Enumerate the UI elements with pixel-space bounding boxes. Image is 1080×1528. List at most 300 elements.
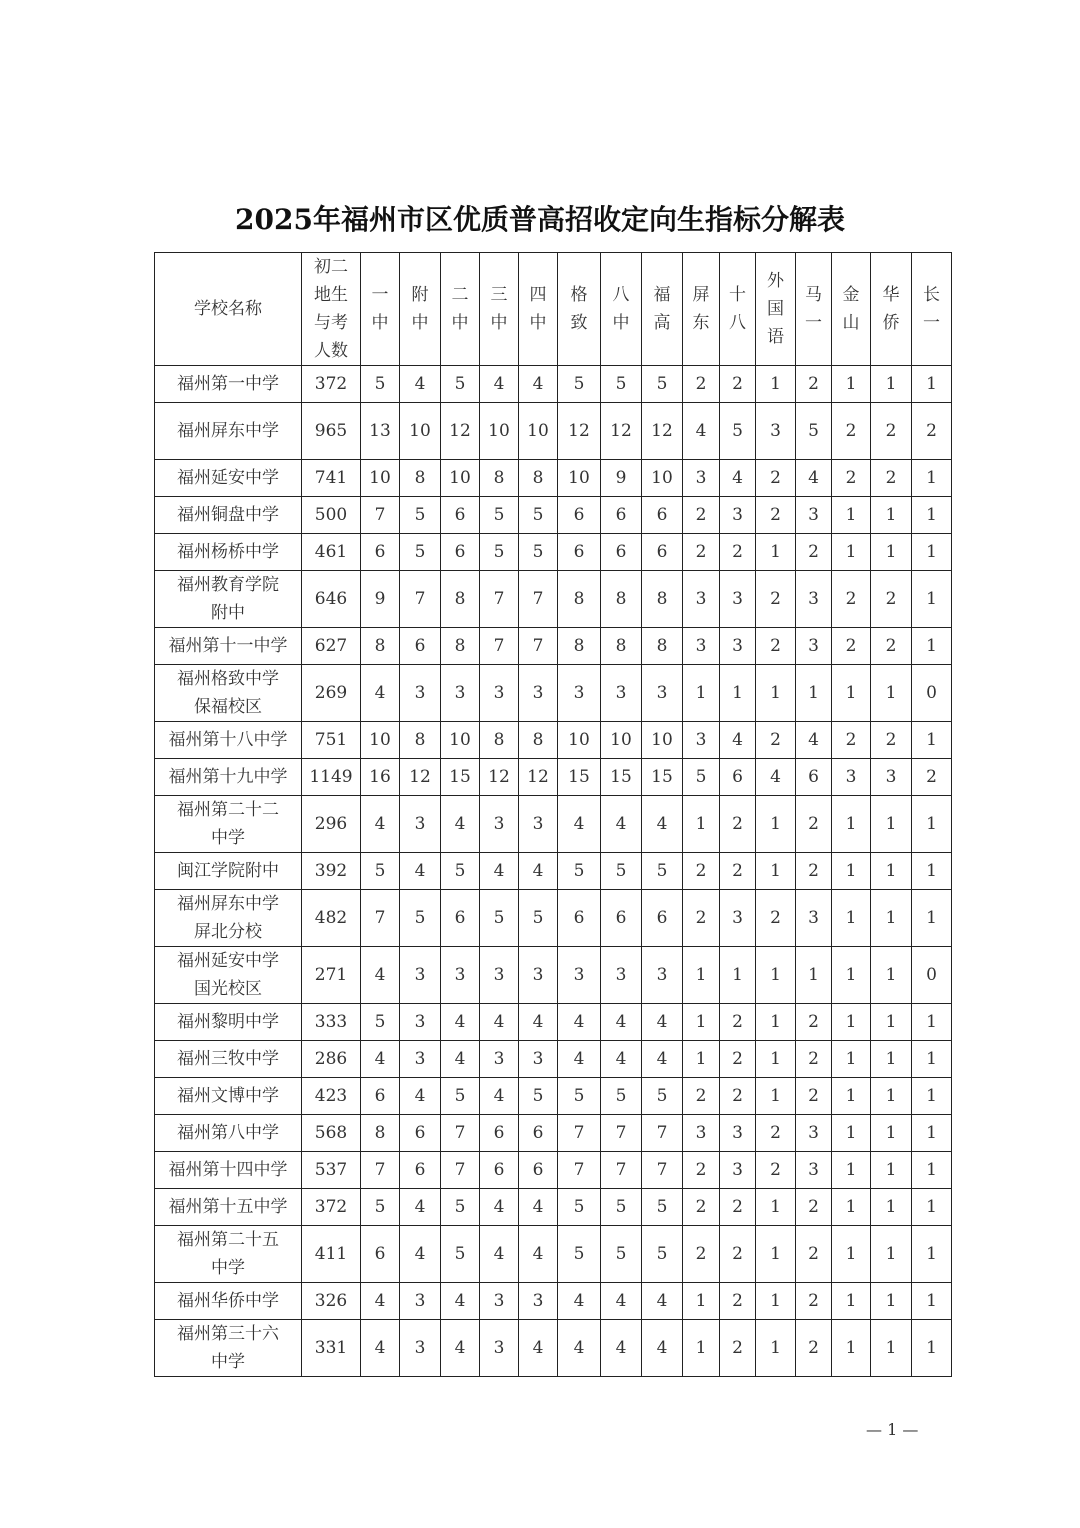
quota-cell: 1 [756, 1004, 796, 1041]
quota-cell: 3 [720, 1115, 756, 1152]
quota-cell: 7 [400, 571, 441, 628]
quota-cell: 7 [558, 1152, 601, 1189]
school-name-cell: 福州教育学院 附中 [155, 571, 302, 628]
quota-cell: 7 [519, 571, 558, 628]
quota-cell: 3 [720, 890, 756, 947]
quota-cell: 3 [796, 497, 832, 534]
quota-cell: 5 [558, 1226, 601, 1283]
quota-cell: 7 [558, 1115, 601, 1152]
student-count-cell: 461 [302, 534, 361, 571]
quota-cell: 0 [912, 947, 952, 1004]
quota-cell: 6 [601, 497, 642, 534]
quota-cell: 10 [519, 403, 558, 460]
quota-cell: 5 [441, 1078, 480, 1115]
quota-cell: 4 [361, 947, 400, 1004]
quota-cell: 5 [400, 890, 441, 947]
quota-cell: 1 [912, 1283, 952, 1320]
school-name-cell: 福州第二十二 中学 [155, 796, 302, 853]
student-count-cell: 741 [302, 460, 361, 497]
quota-cell: 10 [480, 403, 519, 460]
quota-cell: 4 [361, 1041, 400, 1078]
quota-cell: 2 [756, 460, 796, 497]
quota-cell: 1 [871, 497, 912, 534]
school-name-cell: 福州三牧中学 [155, 1041, 302, 1078]
quota-cell: 7 [642, 1152, 683, 1189]
quota-cell: 3 [796, 628, 832, 665]
quota-cell: 2 [683, 497, 720, 534]
student-count-cell: 1149 [302, 759, 361, 796]
quota-cell: 5 [642, 853, 683, 890]
quota-cell: 2 [832, 628, 871, 665]
column-header: 初二 地生 与考 人数 [302, 253, 361, 366]
quota-cell: 5 [558, 853, 601, 890]
school-name-cell: 福州杨桥中学 [155, 534, 302, 571]
quota-cell: 8 [519, 460, 558, 497]
quota-cell: 2 [912, 403, 952, 460]
table-header-row [155, 253, 952, 366]
quota-cell: 3 [519, 1041, 558, 1078]
table-row [155, 759, 952, 796]
school-name-cell: 福州华侨中学 [155, 1283, 302, 1320]
quota-cell: 5 [400, 497, 441, 534]
quota-cell: 1 [912, 1041, 952, 1078]
quota-cell: 2 [796, 1283, 832, 1320]
quota-cell: 1 [756, 1283, 796, 1320]
table-row [155, 628, 952, 665]
quota-cell: 8 [558, 571, 601, 628]
table-row [155, 1115, 952, 1152]
quota-cell: 4 [558, 1041, 601, 1078]
table-row [155, 460, 952, 497]
table-row [155, 1320, 952, 1377]
column-header: 屏 东 [683, 253, 720, 366]
quota-cell: 2 [832, 571, 871, 628]
quota-cell: 3 [400, 1283, 441, 1320]
quota-cell: 3 [441, 665, 480, 722]
quota-cell: 2 [756, 890, 796, 947]
quota-cell: 4 [519, 366, 558, 403]
quota-cell: 7 [519, 628, 558, 665]
quota-cell: 2 [720, 1078, 756, 1115]
quota-cell: 2 [796, 1078, 832, 1115]
quota-cell: 10 [361, 460, 400, 497]
student-count-cell: 333 [302, 1004, 361, 1041]
quota-cell: 1 [832, 1004, 871, 1041]
quota-cell: 1 [832, 947, 871, 1004]
table-row [155, 665, 952, 722]
quota-cell: 1 [683, 796, 720, 853]
quota-cell: 4 [519, 1004, 558, 1041]
quota-cell: 5 [361, 1004, 400, 1041]
table-row [155, 722, 952, 759]
quota-cell: 1 [832, 1189, 871, 1226]
quota-cell: 1 [912, 571, 952, 628]
quota-cell: 7 [361, 890, 400, 947]
quota-cell: 1 [683, 1320, 720, 1377]
quota-cell: 1 [871, 665, 912, 722]
quota-cell: 10 [441, 460, 480, 497]
quota-cell: 2 [720, 1189, 756, 1226]
quota-cell: 6 [601, 534, 642, 571]
quota-cell: 1 [912, 366, 952, 403]
quota-cell: 4 [480, 366, 519, 403]
quota-cell: 5 [601, 1226, 642, 1283]
quota-cell: 5 [441, 1226, 480, 1283]
quota-cell: 3 [796, 890, 832, 947]
quota-cell: 2 [796, 1041, 832, 1078]
quota-cell: 1 [832, 1115, 871, 1152]
school-name-cell: 福州第二十五 中学 [155, 1226, 302, 1283]
quota-cell: 15 [441, 759, 480, 796]
table-row [155, 1283, 952, 1320]
student-count-cell: 411 [302, 1226, 361, 1283]
table-row [155, 890, 952, 947]
quota-cell: 5 [361, 366, 400, 403]
quota-table [154, 252, 952, 1377]
quota-cell: 1 [871, 1041, 912, 1078]
quota-cell: 4 [400, 853, 441, 890]
quota-cell: 1 [756, 534, 796, 571]
quota-cell: 3 [519, 947, 558, 1004]
quota-cell: 3 [832, 759, 871, 796]
quota-cell: 5 [796, 403, 832, 460]
quota-cell: 1 [756, 1078, 796, 1115]
quota-cell: 1 [912, 1189, 952, 1226]
table-row [155, 1189, 952, 1226]
school-name-cell: 福州屏东中学 屏北分校 [155, 890, 302, 947]
quota-cell: 1 [756, 1189, 796, 1226]
quota-cell: 5 [601, 853, 642, 890]
quota-cell: 3 [720, 497, 756, 534]
quota-cell: 3 [480, 947, 519, 1004]
quota-cell: 2 [720, 366, 756, 403]
quota-cell: 7 [441, 1115, 480, 1152]
quota-cell: 7 [441, 1152, 480, 1189]
quota-cell: 6 [441, 497, 480, 534]
quota-cell: 10 [642, 460, 683, 497]
quota-cell: 1 [871, 796, 912, 853]
quota-cell: 6 [480, 1152, 519, 1189]
quota-cell: 2 [796, 853, 832, 890]
student-count-cell: 331 [302, 1320, 361, 1377]
quota-cell: 5 [601, 366, 642, 403]
quota-cell: 1 [683, 1283, 720, 1320]
quota-cell: 4 [519, 853, 558, 890]
quota-cell: 4 [480, 1189, 519, 1226]
quota-cell: 7 [601, 1152, 642, 1189]
quota-cell: 8 [361, 628, 400, 665]
quota-cell: 1 [720, 947, 756, 1004]
quota-cell: 2 [756, 628, 796, 665]
quota-cell: 1 [832, 1226, 871, 1283]
quota-cell: 1 [832, 853, 871, 890]
quota-cell: 1 [756, 853, 796, 890]
quota-cell: 3 [519, 665, 558, 722]
quota-cell: 1 [871, 1115, 912, 1152]
quota-cell: 4 [480, 1004, 519, 1041]
quota-cell: 3 [400, 1041, 441, 1078]
quota-cell: 1 [871, 1189, 912, 1226]
quota-cell: 4 [683, 403, 720, 460]
quota-cell: 5 [642, 1189, 683, 1226]
student-count-cell: 286 [302, 1041, 361, 1078]
quota-cell: 4 [796, 460, 832, 497]
school-name-cell: 福州文博中学 [155, 1078, 302, 1115]
quota-cell: 6 [400, 1152, 441, 1189]
quota-cell: 5 [720, 403, 756, 460]
table-row [155, 853, 952, 890]
quota-cell: 1 [832, 1283, 871, 1320]
quota-cell: 8 [441, 628, 480, 665]
quota-cell: 2 [912, 759, 952, 796]
quota-cell: 4 [400, 1226, 441, 1283]
school-name-cell: 闽江学院附中 [155, 853, 302, 890]
student-count-cell: 751 [302, 722, 361, 759]
quota-cell: 4 [441, 1320, 480, 1377]
quota-cell: 2 [832, 722, 871, 759]
school-name-cell: 福州第十四中学 [155, 1152, 302, 1189]
quota-cell: 10 [361, 722, 400, 759]
column-header: 格 致 [558, 253, 601, 366]
quota-cell: 6 [558, 534, 601, 571]
column-header: 八 中 [601, 253, 642, 366]
quota-cell: 1 [832, 890, 871, 947]
quota-cell: 4 [480, 853, 519, 890]
quota-cell: 4 [642, 1283, 683, 1320]
quota-cell: 3 [683, 722, 720, 759]
quota-cell: 5 [642, 366, 683, 403]
column-header: 四 中 [519, 253, 558, 366]
quota-cell: 4 [441, 1041, 480, 1078]
quota-cell: 3 [642, 947, 683, 1004]
table-row [155, 796, 952, 853]
quota-cell: 6 [519, 1152, 558, 1189]
quota-cell: 7 [361, 497, 400, 534]
quota-cell: 7 [642, 1115, 683, 1152]
quota-cell: 4 [519, 1189, 558, 1226]
student-count-cell: 271 [302, 947, 361, 1004]
student-count-cell: 423 [302, 1078, 361, 1115]
quota-cell: 0 [912, 665, 952, 722]
quota-cell: 2 [756, 571, 796, 628]
quota-cell: 4 [480, 1226, 519, 1283]
school-name-cell: 福州延安中学 国光校区 [155, 947, 302, 1004]
table-row [155, 571, 952, 628]
quota-cell: 4 [361, 796, 400, 853]
quota-cell: 1 [871, 947, 912, 1004]
school-name-cell: 福州第十五中学 [155, 1189, 302, 1226]
quota-cell: 2 [871, 571, 912, 628]
quota-cell: 3 [683, 1115, 720, 1152]
quota-cell: 1 [871, 1226, 912, 1283]
quota-cell: 1 [683, 665, 720, 722]
quota-cell: 2 [796, 1226, 832, 1283]
quota-cell: 2 [720, 1004, 756, 1041]
quota-cell: 1 [912, 1152, 952, 1189]
quota-cell: 13 [361, 403, 400, 460]
quota-cell: 7 [361, 1152, 400, 1189]
table-row [155, 1041, 952, 1078]
quota-cell: 3 [441, 947, 480, 1004]
quota-cell: 2 [683, 1226, 720, 1283]
quota-cell: 1 [912, 890, 952, 947]
quota-cell: 4 [480, 1078, 519, 1115]
quota-cell: 3 [480, 1320, 519, 1377]
table-row [155, 1226, 952, 1283]
quota-cell: 3 [683, 571, 720, 628]
quota-cell: 3 [400, 665, 441, 722]
quota-cell: 5 [519, 890, 558, 947]
quota-cell: 6 [720, 759, 756, 796]
quota-cell: 2 [683, 366, 720, 403]
quota-cell: 12 [642, 403, 683, 460]
quota-cell: 4 [642, 1320, 683, 1377]
column-header: 福 高 [642, 253, 683, 366]
quota-cell: 4 [361, 1283, 400, 1320]
quota-cell: 2 [720, 853, 756, 890]
quota-cell: 5 [519, 534, 558, 571]
quota-cell: 10 [642, 722, 683, 759]
quota-cell: 9 [361, 571, 400, 628]
quota-cell: 3 [683, 628, 720, 665]
table-row [155, 497, 952, 534]
quota-cell: 5 [642, 1226, 683, 1283]
quota-cell: 1 [832, 534, 871, 571]
quota-cell: 4 [558, 1320, 601, 1377]
student-count-cell: 372 [302, 1189, 361, 1226]
quota-cell: 2 [683, 1152, 720, 1189]
quota-cell: 1 [756, 1226, 796, 1283]
quota-cell: 1 [871, 1004, 912, 1041]
quota-cell: 5 [601, 1078, 642, 1115]
quota-cell: 2 [871, 722, 912, 759]
quota-cell: 5 [441, 1189, 480, 1226]
quota-cell: 4 [519, 1320, 558, 1377]
quota-cell: 5 [683, 759, 720, 796]
quota-cell: 2 [871, 460, 912, 497]
quota-cell: 6 [361, 1078, 400, 1115]
table-row [155, 1004, 952, 1041]
quota-cell: 1 [912, 460, 952, 497]
quota-cell: 3 [683, 460, 720, 497]
quota-cell: 6 [642, 890, 683, 947]
quota-cell: 12 [558, 403, 601, 460]
quota-cell: 1 [912, 534, 952, 571]
quota-cell: 12 [519, 759, 558, 796]
quota-cell: 1 [871, 534, 912, 571]
column-header: 二 中 [441, 253, 480, 366]
quota-cell: 3 [642, 665, 683, 722]
quota-cell: 1 [912, 1320, 952, 1377]
quota-cell: 1 [832, 665, 871, 722]
school-name-cell: 福州黎明中学 [155, 1004, 302, 1041]
quota-cell: 1 [912, 722, 952, 759]
quota-cell: 8 [480, 722, 519, 759]
student-count-cell: 392 [302, 853, 361, 890]
school-name-cell: 福州第十九中学 [155, 759, 302, 796]
column-header: 十 八 [720, 253, 756, 366]
header-school-name: 学校名称 [155, 253, 302, 366]
quota-cell: 5 [361, 853, 400, 890]
quota-cell: 2 [720, 796, 756, 853]
quota-cell: 4 [601, 1004, 642, 1041]
quota-cell: 8 [480, 460, 519, 497]
student-count-cell: 537 [302, 1152, 361, 1189]
quota-cell: 4 [441, 1004, 480, 1041]
quota-cell: 8 [642, 571, 683, 628]
table-row [155, 403, 952, 460]
quota-cell: 5 [441, 853, 480, 890]
quota-cell: 6 [400, 1115, 441, 1152]
quota-cell: 3 [400, 1004, 441, 1041]
quota-cell: 4 [601, 1283, 642, 1320]
quota-cell: 4 [361, 665, 400, 722]
page-number: — 1 — [866, 1420, 919, 1439]
quota-cell: 10 [601, 722, 642, 759]
quota-cell: 8 [601, 628, 642, 665]
quota-cell: 8 [361, 1115, 400, 1152]
quota-cell: 5 [400, 534, 441, 571]
quota-cell: 10 [441, 722, 480, 759]
quota-cell: 4 [642, 796, 683, 853]
student-count-cell: 372 [302, 366, 361, 403]
quota-cell: 3 [480, 1041, 519, 1078]
quota-cell: 1 [912, 497, 952, 534]
column-header: 金 山 [832, 253, 871, 366]
school-name-cell: 福州铜盘中学 [155, 497, 302, 534]
quota-cell: 16 [361, 759, 400, 796]
quota-cell: 2 [683, 1078, 720, 1115]
quota-cell: 2 [720, 1041, 756, 1078]
quota-cell: 6 [519, 1115, 558, 1152]
column-header: 华 侨 [871, 253, 912, 366]
quota-cell: 3 [756, 403, 796, 460]
quota-cell: 2 [796, 1189, 832, 1226]
quota-cell: 12 [601, 403, 642, 460]
quota-cell: 4 [601, 1041, 642, 1078]
quota-cell: 12 [400, 759, 441, 796]
quota-cell: 5 [519, 1078, 558, 1115]
school-name-cell: 福州第十八中学 [155, 722, 302, 759]
quota-cell: 1 [912, 1078, 952, 1115]
column-header: 长 一 [912, 253, 952, 366]
table-row [155, 947, 952, 1004]
quota-cell: 1 [796, 947, 832, 1004]
quota-cell: 2 [796, 534, 832, 571]
quota-cell: 3 [519, 796, 558, 853]
quota-cell: 2 [683, 534, 720, 571]
quota-cell: 6 [558, 497, 601, 534]
quota-cell: 4 [720, 460, 756, 497]
quota-cell: 3 [796, 571, 832, 628]
quota-cell: 1 [832, 1041, 871, 1078]
quota-cell: 10 [558, 460, 601, 497]
quota-cell: 4 [558, 1004, 601, 1041]
school-name-cell: 福州第八中学 [155, 1115, 302, 1152]
quota-cell: 2 [720, 534, 756, 571]
quota-cell: 3 [519, 1283, 558, 1320]
quota-cell: 1 [683, 947, 720, 1004]
student-count-cell: 965 [302, 403, 361, 460]
quota-cell: 2 [832, 403, 871, 460]
quota-cell: 1 [796, 665, 832, 722]
quota-cell: 12 [441, 403, 480, 460]
student-count-cell: 627 [302, 628, 361, 665]
quota-cell: 4 [601, 796, 642, 853]
quota-cell: 15 [601, 759, 642, 796]
table-row [155, 534, 952, 571]
quota-cell: 6 [601, 890, 642, 947]
